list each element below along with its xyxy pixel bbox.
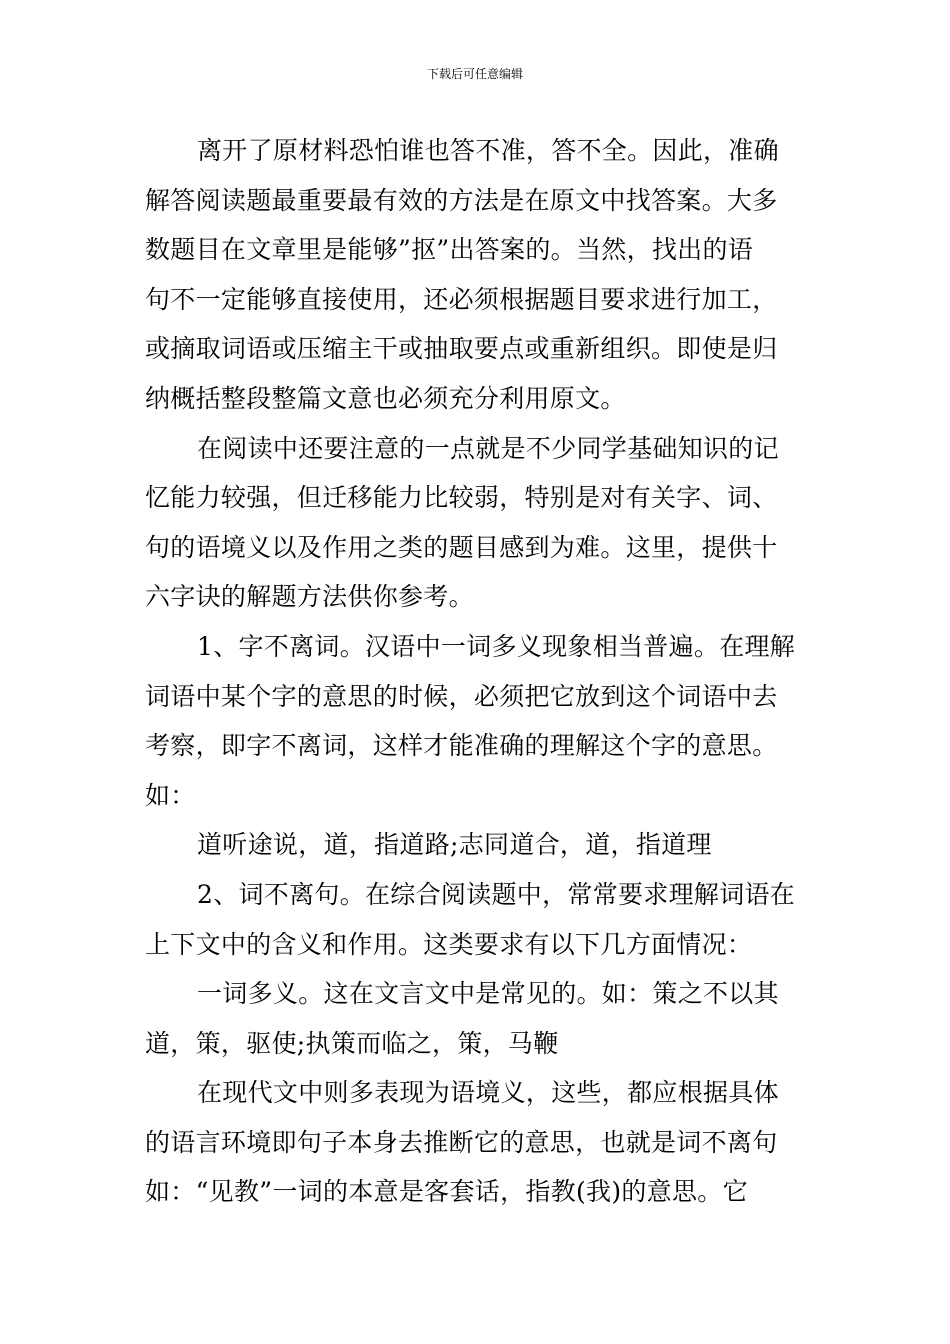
text-line: 词语中某个字的意思的时候，必须把它放到这个词语中去	[145, 681, 778, 711]
text-line: 2、词不离句。在综合阅读题中，常常要求理解词语在	[197, 879, 796, 909]
text-line: 道听途说，道，指道路;志同道合，道，指道理	[197, 830, 712, 860]
text-line: 数题目在文章里是能够”抠”出答案的。当然，找出的语	[145, 235, 754, 265]
text-line: 上下文中的含义和作用。这类要求有以下几方面情况：	[145, 929, 753, 959]
text-line: 忆能力较强，但迁移能力比较弱，特别是对有关字、词、	[145, 483, 778, 513]
text-line: 1、字不离词。汉语中一词多义现象相当普遍。在理解	[197, 631, 796, 661]
text-line: 的语言环境即句子本身去推断它的意思，也就是词不离句	[145, 1127, 778, 1157]
text-line: 如：	[145, 780, 196, 810]
text-line: 道，策，驱使;执策而临之，策，马鞭	[145, 1028, 559, 1058]
text-line: 一词多义。这在文言文中是常见的。如：策之不以其	[197, 979, 779, 1009]
text-line: 离开了原材料恐怕谁也答不准，答不全。因此，准确	[197, 136, 779, 165]
text-line: 考察，即字不离词，这样才能准确的理解这个字的意思。	[145, 731, 778, 761]
text-line: 在现代文中则多表现为语境义，这些，都应根据具体	[197, 1078, 779, 1108]
text-line: 如：“见教”一词的本意是客套话，指教(我)的意思。它	[145, 1177, 748, 1207]
text-line: 句不一定能够直接使用，还必须根据题目要求进行加工，	[145, 284, 778, 314]
document-body	[145, 126, 807, 1217]
text-line: 或摘取词语或压缩主干或抽取要点或重新组织。即使是归	[145, 334, 778, 364]
text-line: 纳概括整段整篇文意也必须充分利用原文。	[145, 383, 626, 413]
page-header: 下载后可任意编辑	[426, 67, 523, 81]
text-line: 句的语境义以及作用之类的题目感到为难。这里，提供十	[145, 532, 778, 562]
text-line: 在阅读中还要注意的一点就是不少同学基础知识的记	[197, 433, 779, 463]
text-line: 解答阅读题最重要最有效的方法是在原文中找答案。大多	[145, 185, 778, 215]
text-line: 六字诀的解题方法供你参考。	[145, 582, 474, 612]
